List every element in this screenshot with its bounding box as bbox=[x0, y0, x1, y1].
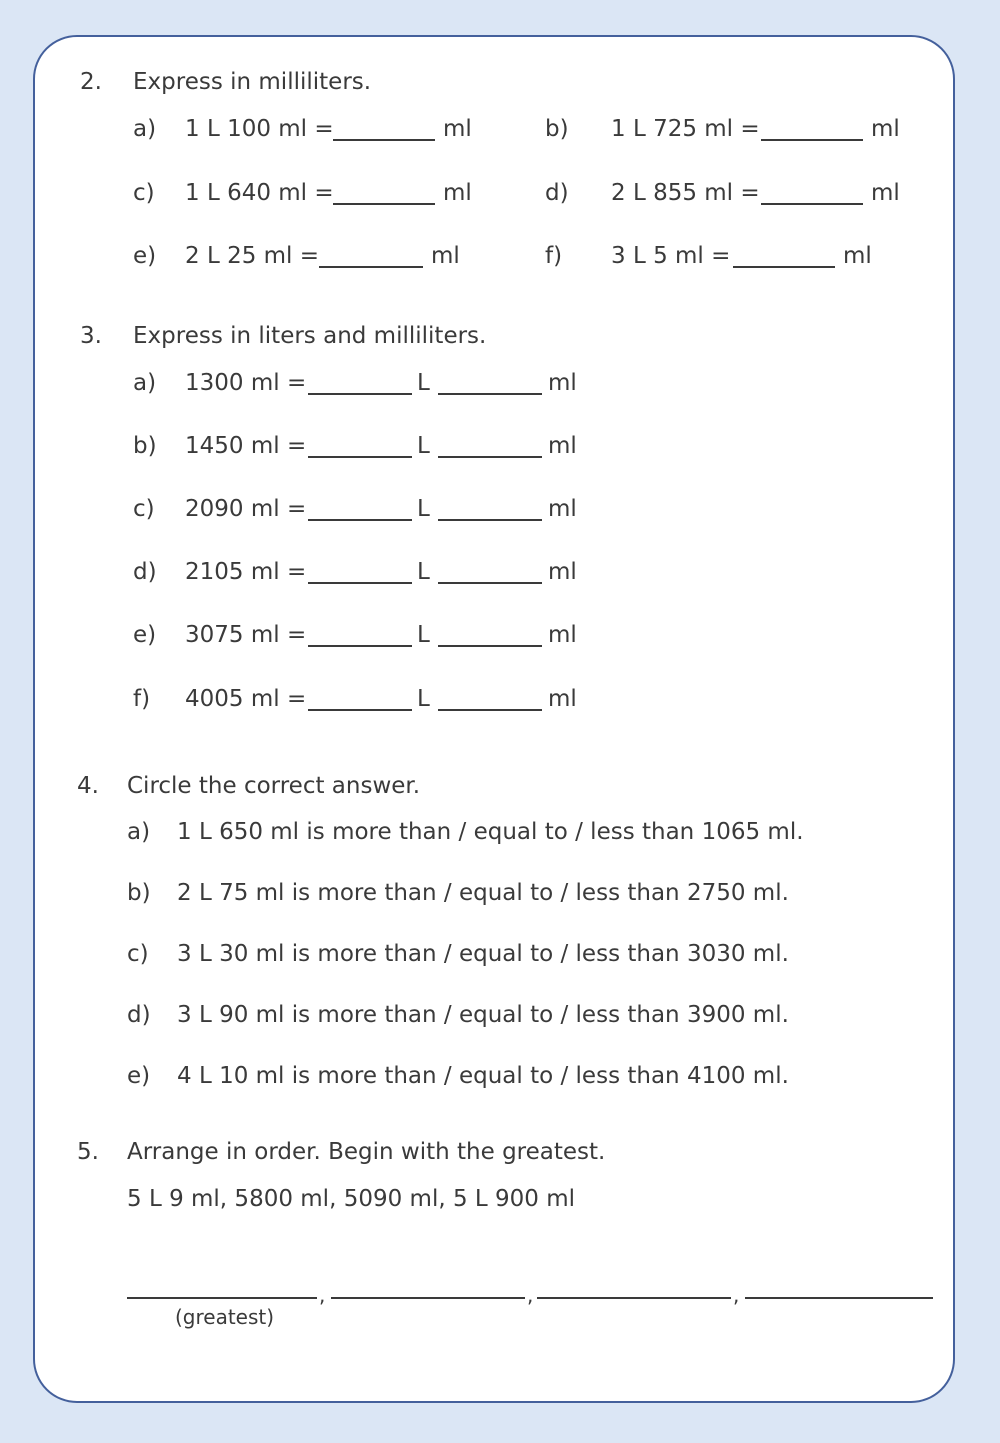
item-letter: c) bbox=[127, 941, 149, 967]
milliliters-blank[interactable] bbox=[438, 582, 542, 584]
comparison-statement[interactable]: 3 L 90 ml is more than / equal to / less than 3900 ml. bbox=[177, 1002, 789, 1028]
item-letter: d) bbox=[545, 180, 569, 206]
unit-label: ml bbox=[843, 243, 872, 269]
milliliters-unit: ml bbox=[548, 686, 577, 712]
greatest-label: (greatest) bbox=[175, 1305, 275, 1329]
item-letter: e) bbox=[127, 1063, 151, 1089]
item-expression: 1 L 100 ml = bbox=[185, 116, 334, 142]
q3-instruction: Express in liters and milliliters. bbox=[133, 323, 487, 349]
item-expression: 2090 ml = bbox=[185, 496, 307, 522]
comparison-statement[interactable]: 4 L 10 ml is more than / equal to / less than 4100 ml. bbox=[177, 1063, 789, 1089]
item-expression: 4005 ml = bbox=[185, 686, 307, 712]
liters-blank[interactable] bbox=[308, 645, 412, 647]
milliliters-unit: ml bbox=[548, 622, 577, 648]
liters-blank[interactable] bbox=[308, 456, 412, 458]
liters-blank[interactable] bbox=[308, 519, 412, 521]
item-letter: e) bbox=[133, 622, 157, 648]
item-expression: 1 L 640 ml = bbox=[185, 180, 334, 206]
milliliters-blank[interactable] bbox=[438, 456, 542, 458]
unit-label: ml bbox=[443, 180, 472, 206]
liters-blank[interactable] bbox=[308, 582, 412, 584]
unit-label: ml bbox=[443, 116, 472, 142]
answer-blank[interactable] bbox=[333, 139, 435, 141]
liters-unit: L bbox=[417, 686, 430, 712]
item-letter: a) bbox=[127, 819, 151, 845]
q5-instruction: Arrange in order. Begin with the greatest. bbox=[127, 1139, 606, 1165]
milliliters-blank[interactable] bbox=[438, 645, 542, 647]
order-blank-4[interactable] bbox=[745, 1297, 933, 1299]
item-letter: f) bbox=[133, 686, 151, 712]
order-blank-3[interactable] bbox=[537, 1297, 731, 1299]
separator: , bbox=[319, 1283, 326, 1307]
unit-label: ml bbox=[431, 243, 460, 269]
milliliters-unit: ml bbox=[548, 370, 577, 396]
q2-number: 2. bbox=[80, 69, 102, 95]
item-letter: f) bbox=[545, 243, 563, 269]
item-expression: 1 L 725 ml = bbox=[611, 116, 760, 142]
item-letter: a) bbox=[133, 116, 157, 142]
answer-blank[interactable] bbox=[761, 203, 863, 205]
q3-number: 3. bbox=[80, 323, 102, 349]
item-expression: 3075 ml = bbox=[185, 622, 307, 648]
q4-number: 4. bbox=[77, 773, 99, 799]
liters-unit: L bbox=[417, 433, 430, 459]
milliliters-unit: ml bbox=[548, 496, 577, 522]
item-expression: 2105 ml = bbox=[185, 559, 307, 585]
q5-values: 5 L 9 ml, 5800 ml, 5090 ml, 5 L 900 ml bbox=[127, 1186, 576, 1212]
milliliters-blank[interactable] bbox=[438, 709, 542, 711]
item-letter: c) bbox=[133, 496, 155, 522]
milliliters-unit: ml bbox=[548, 559, 577, 585]
separator: , bbox=[527, 1283, 534, 1307]
comparison-statement[interactable]: 3 L 30 ml is more than / equal to / less than 3030 ml. bbox=[177, 941, 789, 967]
item-letter: b) bbox=[127, 880, 151, 906]
liters-blank[interactable] bbox=[308, 709, 412, 711]
item-expression: 1300 ml = bbox=[185, 370, 307, 396]
order-blank-2[interactable] bbox=[331, 1297, 525, 1299]
order-blank-1[interactable] bbox=[127, 1297, 317, 1299]
item-letter: b) bbox=[133, 433, 157, 459]
worksheet-card bbox=[33, 35, 955, 1403]
liters-blank[interactable] bbox=[308, 393, 412, 395]
comparison-statement[interactable]: 1 L 650 ml is more than / equal to / less than 1065 ml. bbox=[177, 819, 804, 845]
liters-unit: L bbox=[417, 370, 430, 396]
item-expression: 1450 ml = bbox=[185, 433, 307, 459]
item-expression: 2 L 25 ml = bbox=[185, 243, 320, 269]
item-letter: d) bbox=[133, 559, 157, 585]
item-letter: a) bbox=[133, 370, 157, 396]
item-letter: c) bbox=[133, 180, 155, 206]
milliliters-unit: ml bbox=[548, 433, 577, 459]
q5-number: 5. bbox=[77, 1139, 99, 1165]
liters-unit: L bbox=[417, 496, 430, 522]
liters-unit: L bbox=[417, 622, 430, 648]
liters-unit: L bbox=[417, 559, 430, 585]
item-letter: e) bbox=[133, 243, 157, 269]
comparison-statement[interactable]: 2 L 75 ml is more than / equal to / less than 2750 ml. bbox=[177, 880, 789, 906]
answer-blank[interactable] bbox=[319, 266, 423, 268]
unit-label: ml bbox=[871, 116, 900, 142]
answer-blank[interactable] bbox=[733, 266, 835, 268]
milliliters-blank[interactable] bbox=[438, 519, 542, 521]
item-letter: d) bbox=[127, 1002, 151, 1028]
item-letter: b) bbox=[545, 116, 569, 142]
answer-blank[interactable] bbox=[761, 139, 863, 141]
separator: , bbox=[733, 1283, 740, 1307]
item-expression: 3 L 5 ml = bbox=[611, 243, 731, 269]
milliliters-blank[interactable] bbox=[438, 393, 542, 395]
answer-blank[interactable] bbox=[333, 203, 435, 205]
q4-instruction: Circle the correct answer. bbox=[127, 773, 421, 799]
q2-instruction: Express in milliliters. bbox=[133, 69, 372, 95]
item-expression: 2 L 855 ml = bbox=[611, 180, 760, 206]
unit-label: ml bbox=[871, 180, 900, 206]
